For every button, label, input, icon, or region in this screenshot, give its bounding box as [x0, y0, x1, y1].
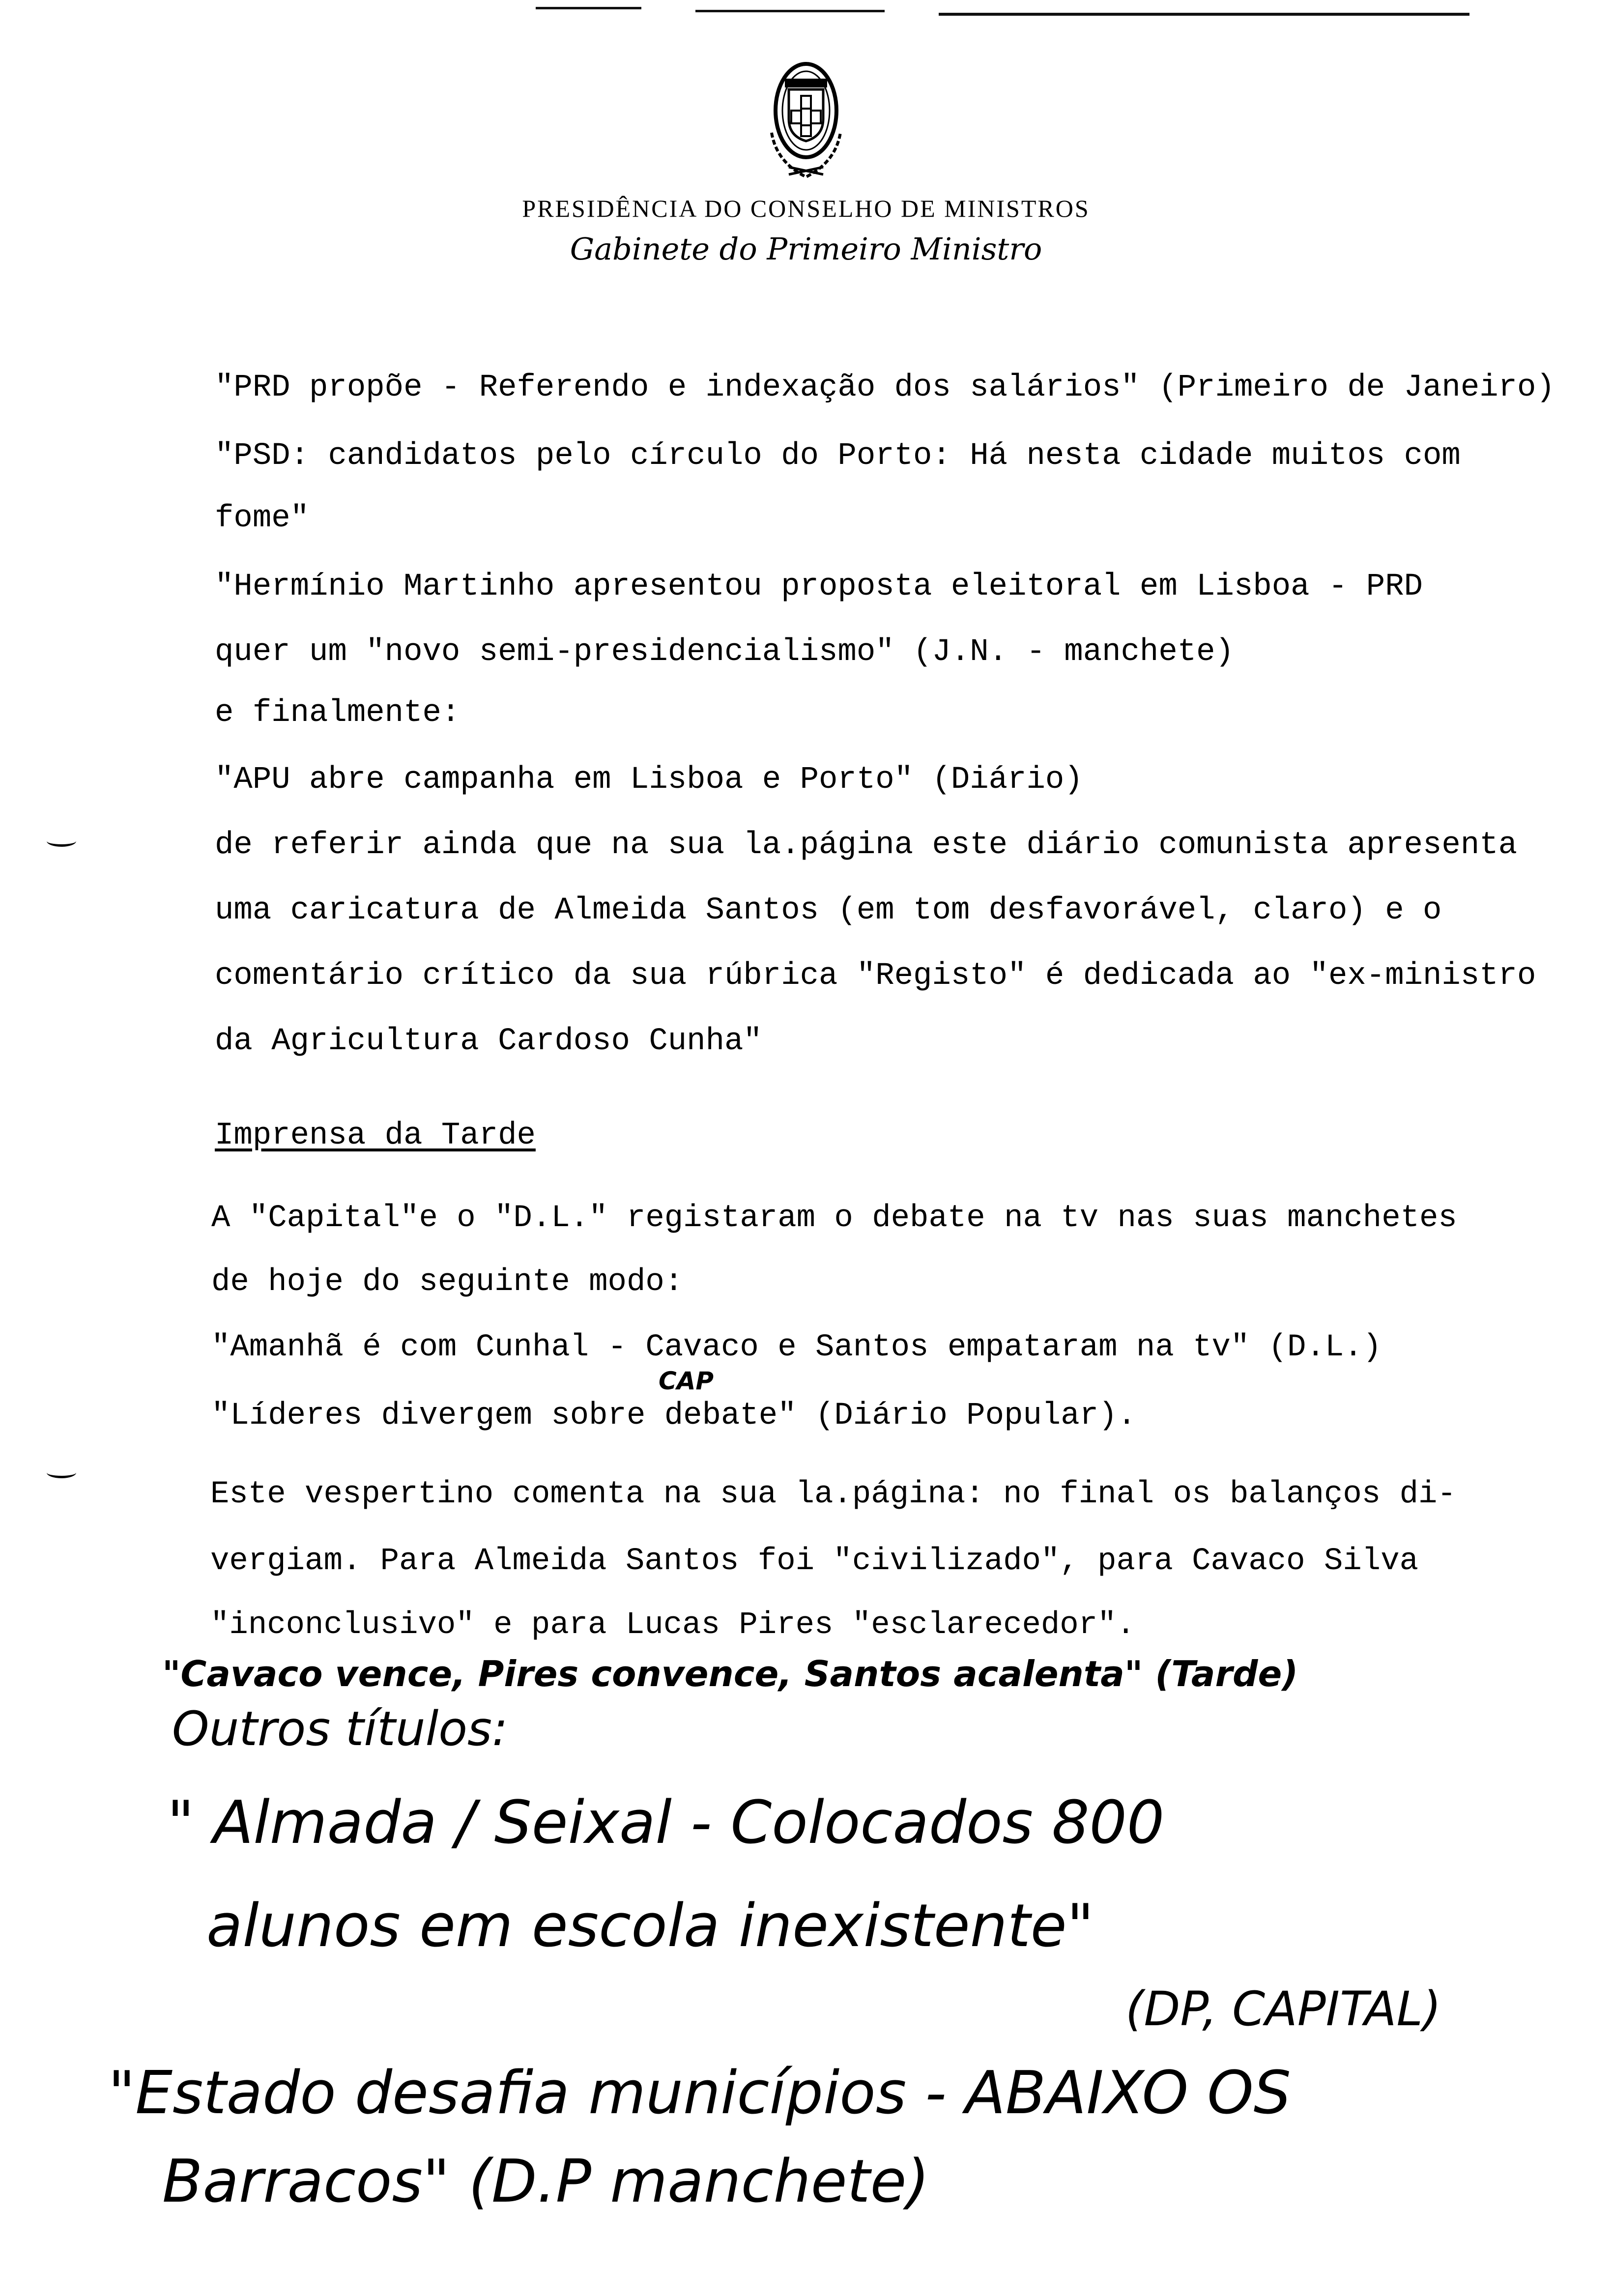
body-line: da Agricultura Cardoso Cunha" [215, 1024, 762, 1059]
handwritten-line: "Estado desafia municípios - ABAIXO OS [108, 2059, 1291, 2127]
margin-mark [47, 1467, 76, 1478]
body-line: "APU abre campanha em Lisboa e Porto" (Diário) [215, 762, 1083, 798]
coat-of-arms-emblem [759, 59, 853, 182]
handwritten-line: alunos em escola inexistente" [206, 1892, 1094, 1960]
body-line: comentário crítico da sua rúbrica "Registo" é dedicada ao "ex-ministro [215, 958, 1536, 994]
handwritten-line: Outros títulos: [172, 1701, 508, 1756]
section-line: Este vespertino comenta na sua la.página: no final os balanços di- [210, 1477, 1456, 1512]
handwritten-line: " Almada / Seixal - Colocados 800 [167, 1789, 1165, 1857]
scan-edge-line [939, 13, 1469, 16]
letterhead-office: Gabinete do Primeiro Ministro [570, 231, 1042, 267]
section-line: "Líderes divergem sobre debate" (Diário Popular). [211, 1398, 1136, 1434]
section-line: de hoje do seguinte modo: [211, 1264, 684, 1300]
body-line: "PRD propõe - Referendo e indexação dos salários" (Primeiro de Janeiro) [215, 370, 1555, 405]
section-heading: Imprensa da Tarde [215, 1118, 536, 1153]
section-line: A "Capital"e o "D.L." registaram o debate na tv nas suas manchetes [211, 1201, 1457, 1236]
handwritten-line: "Cavaco vence, Pires convence, Santos acalenta" (Tarde) [162, 1653, 1298, 1694]
scan-edge-line [695, 10, 885, 12]
body-line: "PSD: candidatos pelo círculo do Porto: Há nesta cidade muitos com [215, 438, 1461, 474]
handwritten-line: (DP, CAPITAL) [1125, 1981, 1441, 2037]
handwritten-annotation-cap: CAP [659, 1367, 714, 1395]
section-line: vergiam. Para Almeida Santos foi "civilizado", para Cavaco Silva [210, 1544, 1418, 1579]
scan-edge-line [536, 7, 641, 9]
letterhead-institution: PRESIDÊNCIA DO CONSELHO DE MINISTROS [522, 195, 1090, 222]
section-line: "Amanhã é com Cunhal - Cavaco e Santos empataram na tv" (D.L.) [211, 1330, 1382, 1365]
section-line: "inconclusivo" e para Lucas Pires "esclarecedor". [210, 1607, 1135, 1643]
handwritten-line: Barracos" (D.P manchete) [162, 2148, 930, 2216]
body-line: "Hermínio Martinho apresentou proposta eleitoral em Lisboa - PRD [215, 569, 1423, 604]
body-line: de referir ainda que na sua la.página este diário comunista apresenta [215, 828, 1518, 863]
margin-mark [47, 835, 76, 847]
body-line: fome" [215, 501, 310, 536]
body-line: uma caricatura de Almeida Santos (em tom desfavorável, claro) e o [215, 893, 1442, 928]
body-line: quer um "novo semi-presidencialismo" (J.N. - manchete) [215, 634, 1234, 670]
body-line: e finalmente: [215, 695, 461, 731]
